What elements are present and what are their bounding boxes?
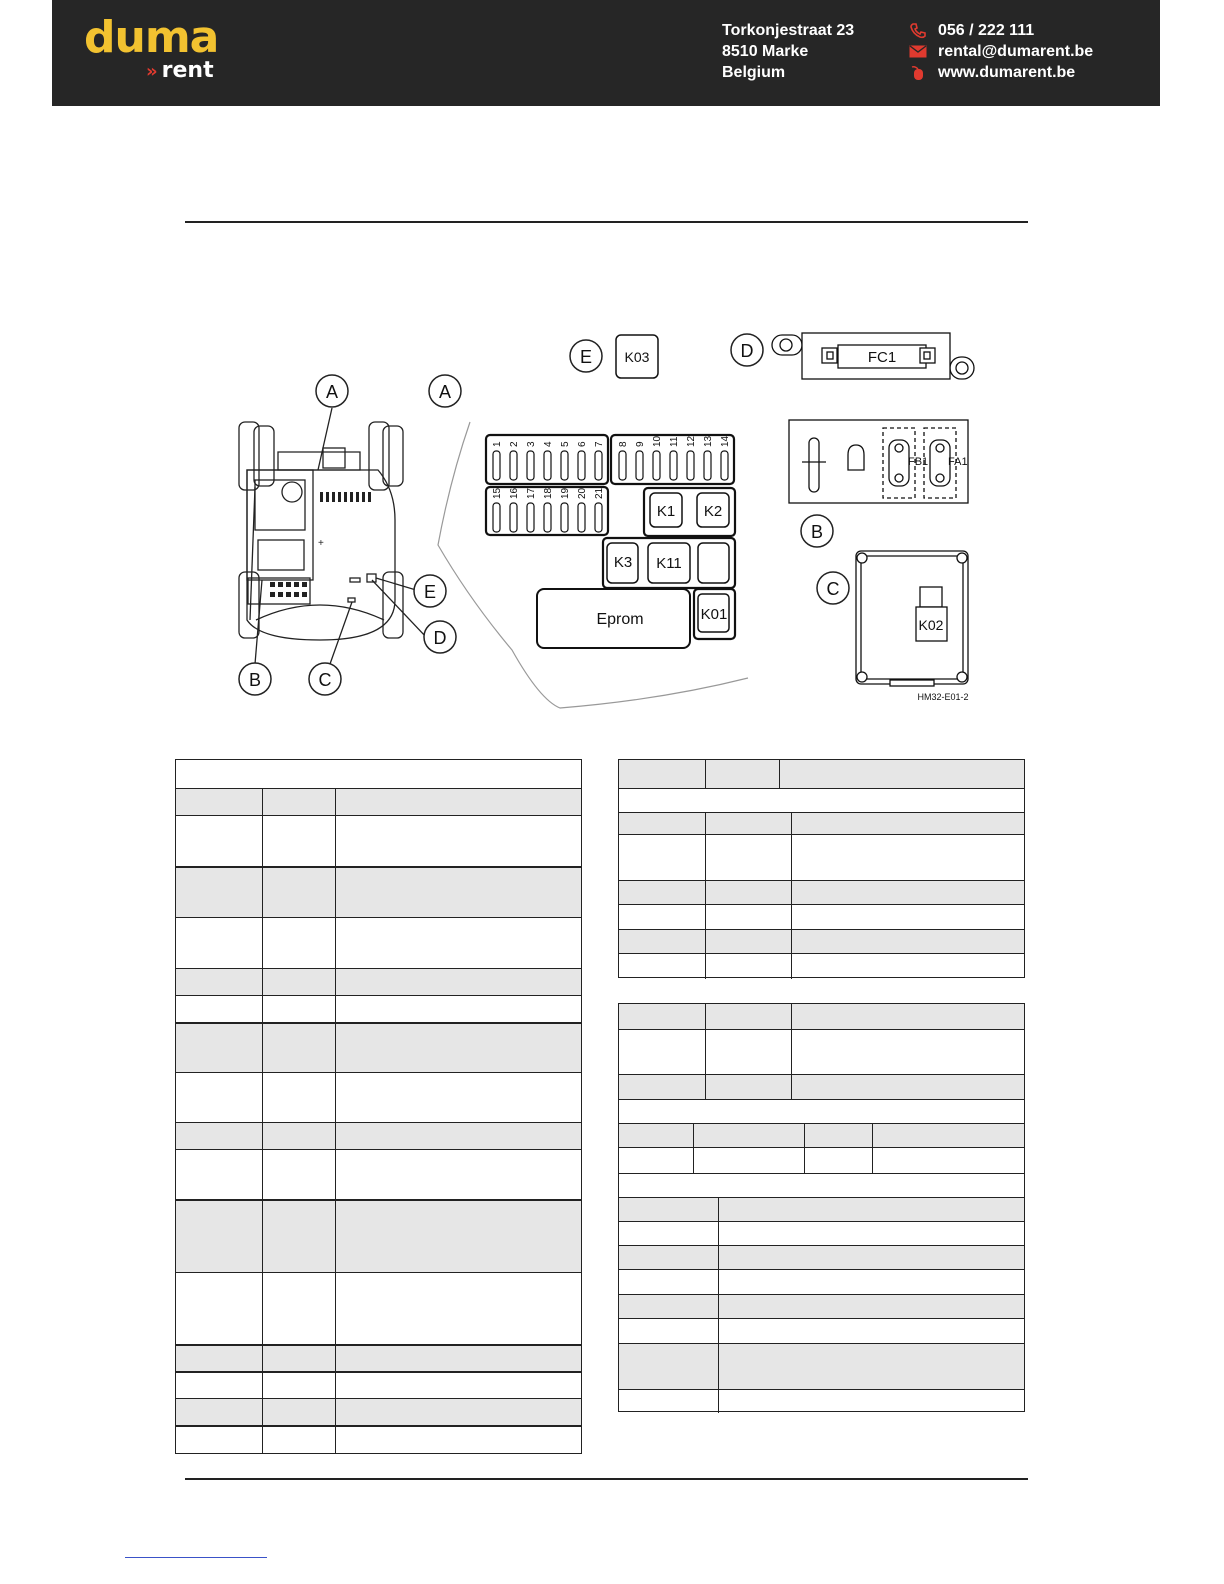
fa1-fb1-fuse-panel — [789, 420, 968, 503]
logo-arrows: » — [146, 61, 158, 82]
figure-reference: HM32-E01-2 — [917, 692, 969, 702]
table-row — [619, 904, 1024, 929]
relay-k1-label: K1 — [656, 503, 676, 520]
table-row — [619, 1173, 1024, 1197]
logo-subtitle — [146, 60, 214, 82]
fuse-slot — [493, 451, 500, 480]
company-address — [722, 20, 854, 83]
fuse-slot — [527, 451, 534, 480]
table-cell-divider — [262, 969, 263, 995]
fuse-fa1-label: FA1 — [948, 456, 968, 468]
callout-label: A — [325, 382, 339, 402]
fuse-number: 8 — [618, 441, 629, 447]
table-cell-divider — [335, 1399, 336, 1425]
table-row — [176, 866, 581, 917]
phone-number[interactable]: 056 / 222 111 — [938, 22, 1035, 39]
table-cell-divider — [791, 905, 792, 929]
table-cell-divider — [262, 868, 263, 917]
table-cell-divider — [791, 954, 792, 979]
callout-label: E — [423, 582, 437, 602]
header-band — [52, 0, 1160, 106]
table-cell-divider — [335, 1427, 336, 1453]
fuse-slot — [653, 451, 660, 480]
table-cell-divider — [718, 1390, 719, 1413]
table-row — [619, 1294, 1024, 1318]
address-country: Belgium — [722, 64, 786, 81]
table-row — [176, 1149, 581, 1199]
fuse-slot — [510, 451, 517, 480]
callout-label: B — [810, 522, 824, 542]
table-cell-divider — [335, 1346, 336, 1371]
fuse-slot — [527, 503, 534, 532]
table-row — [176, 1072, 581, 1122]
svg-text:+: + — [318, 538, 324, 549]
fuse-fc1-label: FC1 — [867, 349, 897, 366]
table-cell-divider — [718, 1319, 719, 1343]
table-cell-divider — [262, 1150, 263, 1199]
table-cell-divider — [335, 1024, 336, 1072]
table-cell-divider — [262, 1073, 263, 1122]
fuse-slot — [544, 503, 551, 532]
table-row — [619, 1389, 1024, 1413]
table-cell-divider — [335, 868, 336, 917]
table-cell-divider — [335, 816, 336, 866]
table-row — [619, 812, 1024, 834]
fuse-number: 19 — [560, 487, 571, 499]
relay-k2-label: K2 — [703, 503, 723, 520]
fuse-number: 7 — [594, 441, 605, 447]
table-cell-divider — [262, 1346, 263, 1371]
table-cell-divider — [335, 1073, 336, 1122]
right-table-upper — [618, 759, 1025, 978]
fuse-number: 12 — [686, 435, 697, 447]
table-cell-divider — [718, 1295, 719, 1318]
fuse-number: 18 — [543, 487, 554, 499]
table-row — [619, 1123, 1024, 1147]
table-row — [619, 1245, 1024, 1269]
k02-relay-box — [856, 551, 968, 686]
table-row — [619, 953, 1024, 979]
table-row — [176, 968, 581, 995]
footnote-link-line — [125, 1557, 267, 1558]
table-row — [619, 1343, 1024, 1389]
table-row — [176, 1425, 581, 1453]
table-cell-divider — [791, 1030, 792, 1074]
mail-icon — [908, 45, 928, 59]
table-row — [619, 1221, 1024, 1245]
table-cell-divider — [335, 1123, 336, 1149]
fuse-slot — [578, 451, 585, 480]
table-row — [619, 1147, 1024, 1173]
table-row — [619, 880, 1024, 904]
table-cell-divider — [262, 1427, 263, 1453]
right-table-lower — [618, 1003, 1025, 1412]
table-cell-divider — [335, 969, 336, 995]
fuse-fb1-label: FB1 — [908, 456, 929, 468]
fuse-number: 6 — [577, 441, 588, 447]
fuse-number: 13 — [703, 435, 714, 447]
table-cell-divider — [791, 881, 792, 904]
table-cell-divider — [705, 813, 706, 834]
fuse-slot — [493, 503, 500, 532]
left-table — [175, 759, 582, 1454]
fuse-number: 10 — [652, 435, 663, 447]
callout-label: D — [740, 341, 754, 361]
table-row — [176, 1199, 581, 1272]
fuse-number: 20 — [577, 487, 588, 499]
fuse-number: 17 — [526, 487, 537, 499]
table-cell-divider — [335, 1201, 336, 1272]
relay-k03-label: K03 — [624, 349, 650, 365]
logo-wordmark: duma — [84, 12, 219, 63]
table-cell-divider — [705, 835, 706, 880]
table-row — [176, 917, 581, 968]
fuse-slot — [595, 451, 602, 480]
table-cell-divider — [718, 1344, 719, 1389]
fuse-number: 3 — [526, 441, 537, 447]
table-cell-divider — [262, 1273, 263, 1344]
fuse-number: 14 — [720, 435, 731, 447]
fuse-slot — [687, 451, 694, 480]
fuse-slot — [619, 451, 626, 480]
fuse-number: 4 — [543, 441, 554, 447]
relay-k3-label: K3 — [613, 554, 633, 571]
relay-k01-label: K01 — [700, 606, 728, 623]
table-row — [176, 1398, 581, 1425]
fuse-number: 16 — [509, 487, 520, 499]
table-cell-divider — [262, 1373, 263, 1398]
table-row — [619, 1099, 1024, 1123]
table-cell-divider — [262, 1024, 263, 1072]
bottom-rule — [185, 1478, 1028, 1480]
table-cell-divider — [705, 930, 706, 953]
fuse-slot — [595, 503, 602, 532]
table-cell-divider — [791, 930, 792, 953]
table-row — [176, 995, 581, 1022]
table-cell-divider — [804, 1148, 805, 1173]
callout-leaders — [255, 408, 427, 664]
table-row — [176, 1272, 581, 1344]
table-row — [619, 788, 1024, 812]
table-cell-divider — [705, 760, 706, 788]
table-row — [619, 760, 1024, 788]
table-cell-divider — [791, 813, 792, 834]
relay-k02-label: K02 — [918, 617, 944, 633]
eprom-label: Eprom — [596, 611, 644, 628]
table-cell-divider — [335, 789, 336, 815]
fuse-relay-diagram — [0, 320, 1224, 720]
table-cell-divider — [779, 760, 780, 788]
fuse-slot — [578, 503, 585, 532]
table-cell-divider — [791, 1075, 792, 1099]
top-rule — [185, 221, 1028, 223]
table-cell-divider — [705, 881, 706, 904]
table-cell-divider — [693, 1148, 694, 1173]
fuse-slot — [704, 451, 711, 480]
table-cell-divider — [262, 1123, 263, 1149]
fuse-slot — [636, 451, 643, 480]
website-link[interactable]: www.dumarent.be — [938, 64, 1076, 81]
table-row — [619, 1318, 1024, 1343]
callout-label: E — [579, 347, 593, 367]
table-cell-divider — [872, 1124, 873, 1147]
table-row — [176, 1371, 581, 1398]
table-cell-divider — [872, 1148, 873, 1173]
table-cell-divider — [705, 1030, 706, 1074]
table-cell-divider — [718, 1246, 719, 1269]
callout-label: D — [433, 628, 447, 648]
table-row — [619, 929, 1024, 953]
fuse-number: 15 — [492, 487, 503, 499]
company-contact — [908, 20, 1093, 83]
fuse-number: 21 — [594, 487, 605, 499]
table-cell-divider — [718, 1222, 719, 1245]
table-cell-divider — [262, 1399, 263, 1425]
mouse-icon — [908, 66, 928, 80]
table-row — [619, 1269, 1024, 1294]
table-row — [619, 1074, 1024, 1099]
table-cell-divider — [718, 1198, 719, 1221]
table-cell-divider — [705, 954, 706, 979]
fuse-slot — [561, 451, 568, 480]
fuse-slot — [544, 451, 551, 480]
table-cell-divider — [705, 1004, 706, 1029]
address-city: 8510 Marke — [722, 43, 809, 60]
table-row — [176, 788, 581, 815]
table-cell-divider — [262, 996, 263, 1022]
logo-sub-text: rent — [161, 58, 214, 83]
email-link[interactable]: rental@dumarent.be — [938, 43, 1094, 60]
fuse-slot — [561, 503, 568, 532]
table-row — [176, 1122, 581, 1149]
callout-label: C — [318, 670, 332, 690]
table-cell-divider — [262, 918, 263, 968]
table-cell-divider — [262, 789, 263, 815]
table-cell-divider — [804, 1124, 805, 1147]
table-cell-divider — [335, 1273, 336, 1344]
phone-icon — [908, 24, 928, 38]
table-row — [176, 760, 581, 788]
table-cell-divider — [718, 1270, 719, 1294]
fuse-slot — [510, 503, 517, 532]
table-cell-divider — [335, 1373, 336, 1398]
fuse-number: 2 — [509, 441, 520, 447]
table-cell-divider — [791, 1004, 792, 1029]
fuse-number: 11 — [669, 436, 680, 447]
fuse-number: 9 — [635, 441, 646, 447]
table-cell-divider — [262, 1201, 263, 1272]
table-cell-divider — [791, 835, 792, 880]
table-cell-divider — [335, 1150, 336, 1199]
table-row — [176, 815, 581, 866]
table-cell-divider — [693, 1124, 694, 1147]
relay-k11-label: K11 — [656, 555, 682, 572]
table-row — [619, 1029, 1024, 1074]
table-row — [619, 1004, 1024, 1029]
table-cell-divider — [705, 905, 706, 929]
table-row — [619, 834, 1024, 880]
callout-label: C — [826, 579, 840, 599]
table-row — [176, 1022, 581, 1072]
fuse-number: 5 — [560, 441, 571, 447]
fuse-slot — [721, 451, 728, 480]
table-cell-divider — [705, 1075, 706, 1099]
fuse-number: 1 — [492, 441, 503, 447]
table-row — [619, 1197, 1024, 1221]
callout-label: B — [248, 670, 262, 690]
callout-label: A — [438, 382, 452, 402]
table-cell-divider — [335, 996, 336, 1022]
table-row — [176, 1344, 581, 1371]
table-cell-divider — [335, 918, 336, 968]
address-street: Torkonjestraat 23 — [722, 22, 855, 39]
table-cell-divider — [262, 816, 263, 866]
fuse-slot — [670, 451, 677, 480]
